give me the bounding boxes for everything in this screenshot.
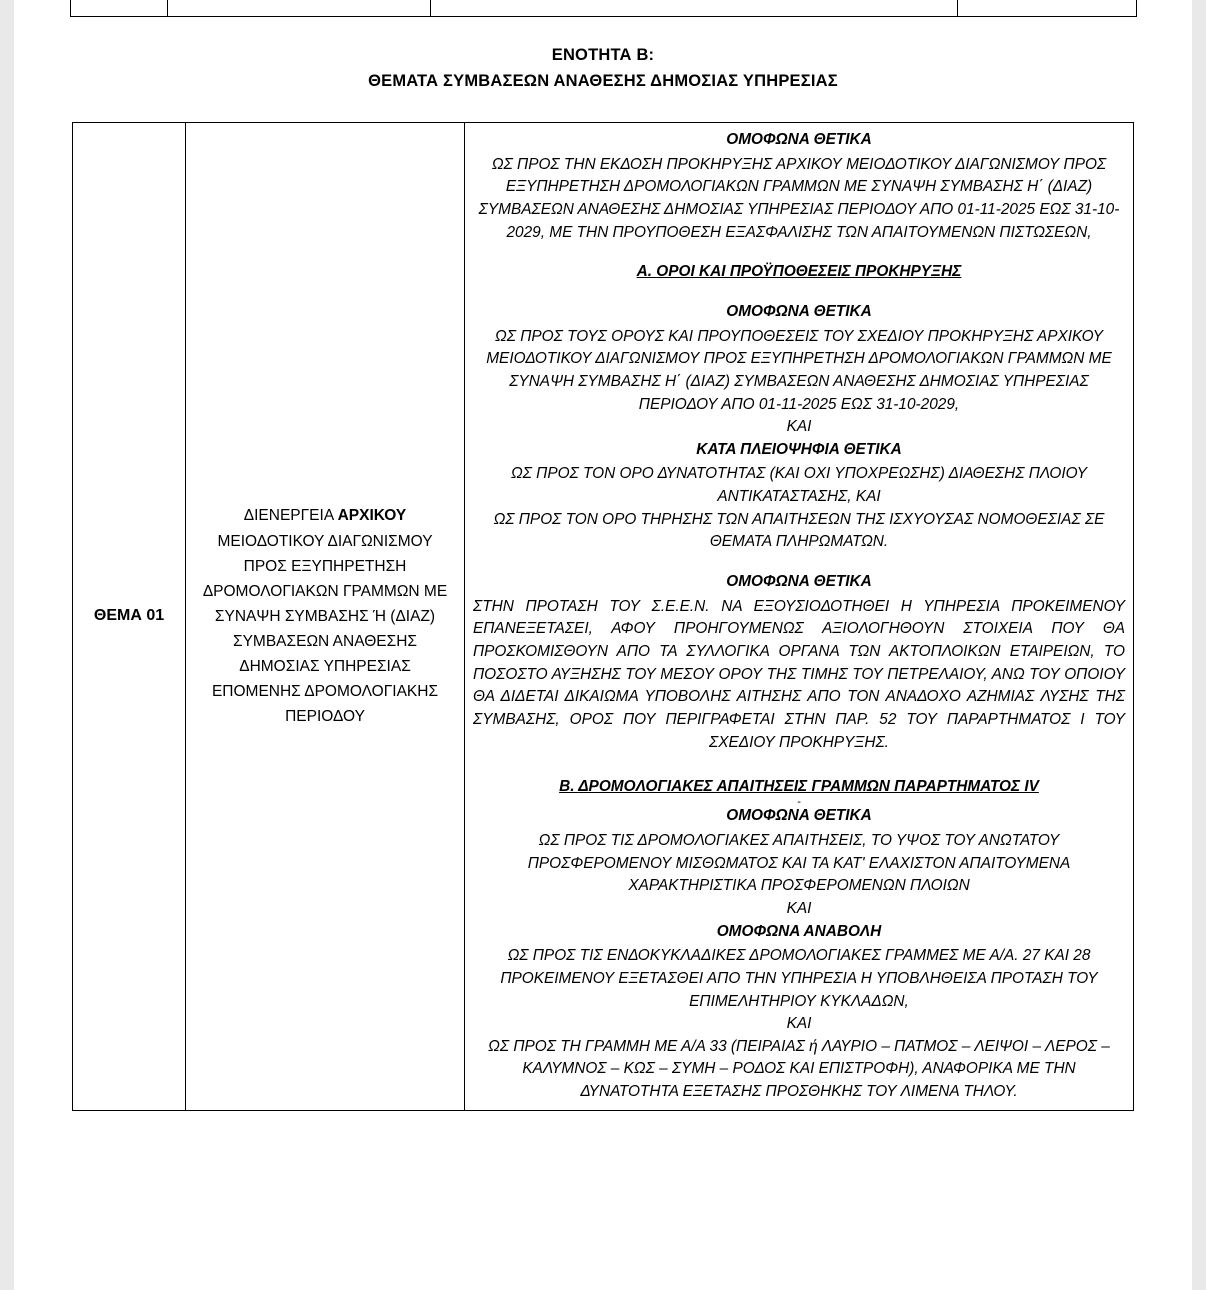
decision-conjunction-5: ΚΑΙ	[786, 899, 812, 917]
section-heading-line-1: ΕΝΟΤΗΤΑ Β:	[551, 46, 655, 64]
decision-body-2: ΩΣ ΠΡΟΣ ΤΟΥΣ ΟΡΟΥΣ ΚΑΙ ΠΡΟΥΠΟΘΕΣΕΙΣ ΤΟΥ ΣΧΕΔΙΟΥ ΠΡΟΚΗΡΥΞΗΣ ΑΡΧΙΚΟΥ ΜΕΙΟΔΟΤΙΚΟΥ ΔΙΑΓΩΝΙΣΜΟΥ ΠΡΟΣ ΕΞΥΠΗΡΕΤΗΣΗ ΔΡΟΜΟΛΟΓΙΑΚΩΝ ΓΡΑΜΜΩΝ ΜΕ ΣΥΝΑΨΗ ΣΥΜΒΑΣΗΣ Η΄ (ΔΙΑΖ) ΣΥΜΒΑΣΕΩΝ ΑΝΑΘΕΣΗΣ ΔΗΜΟΣΙΑΣ ΥΠΗΡΕΣΙΑΣ ΠΕΡΙΟΔΟΥ ΑΠΟ 01-11-2025 ΕΩΣ 31-10-2029,	[486, 327, 1112, 413]
decision-title-6: ΟΜΟΦΩΝΑ ΑΝΑΒΟΛΗ	[716, 922, 882, 940]
separator-dash: -	[797, 795, 801, 808]
decisions-table	[72, 122, 1134, 1111]
section-heading	[36, 43, 1170, 94]
decision-cell	[465, 123, 1134, 1111]
decision-body-4: ΣΤΗΝ ΠΡΟΤΑΣΗ ΤΟΥ Σ.Ε.Ε.Ν. ΝΑ ΕΞΟΥΣΙΟΔΟΤΗΘΕΙ Η ΥΠΗΡΕΣΙΑ ΠΡΟΚΕΙΜΕΝΟΥ ΕΠΑΝΕΞΕΤΑΣΕΙ, ΑΦΟΥ ΠΡΟΗΓΟΥΜΕΝΩΣ ΑΞΙΟΛΟΓΗΘΟΥΝ ΣΤΟΙΧΕΙΑ ΠΟΥ ΘΑ ΠΡΟΣΚΟΜΙΣΘΟΥΝ ΑΠΟ ΤΑ ΣΥΛΛΟΓΙΚΑ ΟΡΓΑΝΑ ΤΩΝ ΑΚΤΟΠΛΟΙΚΩΝ ΕΤΑΙΡΕΙΩΝ, ΤΟ ΠΟΣΟΣΤΟ ΑΥΞΗΣΗΣ ΤΟΥ ΜΕΣΟΥ ΟΡΟΥ ΤΗΣ ΤΙΜΗΣ ΤΟΥ ΠΕΤΡΕΛΑΙΟΥ, ΑΝΩ ΤΟΥ ΟΠΟΙΟΥ ΘΑ ΔΙΔΕΤΑΙ ΔΙΚΑΙΩΜΑ ΥΠΟΒΟΛΗΣ ΑΙΤΗΣΗΣ ΑΠΟ ΤΟΝ ΑΝΑΔΟΧΟ ΑΖΗΜΙΑΣ ΛΥΣΗΣ ΤΗΣ ΣΥΜΒΑΣΗΣ, ΟΡΟΣ ΠΟΥ ΠΕΡΙΓΡΑΦΕΤΑΙ ΣΤΗΝ ΠΑΡ. 52 ΤΟΥ ΠΑΡΑΡΤΗΜΑΤΟΣ Ι ΤΟΥ ΣΧΕΔΙΟΥ ΠΡΟΚΗΡΥΞΗΣ.	[473, 597, 1125, 751]
spacer	[473, 754, 1125, 776]
decision-title-5: ΟΜΟΦΩΝΑ ΘΕΤΙΚΑ	[726, 807, 872, 825]
subheading-b-text: ΔΡΟΜΟΛΟΓΙΑΚΕΣ ΑΠΑΙΤΗΣΕΙΣ ΓΡΑΜΜΩΝ ΠΑΡΑΡΤΗΜΑΤΟΣ ΙV	[578, 778, 1039, 796]
section-heading-line-2: ΘΕΜΑΤΑ ΣΥΜΒΑΣΕΩΝ ΑΝΑΘΕΣΗΣ ΔΗΜΟΣΙΑΣ ΥΠΗΡΕΣΙΑΣ	[368, 71, 838, 90]
remnant-cell-1	[70, 0, 167, 17]
subheading-a	[473, 261, 1125, 284]
spacer	[473, 554, 1125, 571]
subheading-b-letter: Β.	[559, 778, 579, 796]
subheading-a-letter: Α.	[636, 263, 657, 281]
table-row	[73, 123, 1134, 1111]
decision-conjunction-2: ΚΑΙ	[786, 418, 812, 436]
previous-table-remnant	[70, 0, 1137, 17]
subheading-a-text: ΟΡΟΙ ΚΑΙ ΠΡΟΫΠΟΘΕΣΕΙΣ ΠΡΟΚΗΡΥΞΗΣ	[656, 263, 962, 281]
decision-body-6b: ΩΣ ΠΡΟΣ ΤΗ ΓΡΑΜΜΗ ΜΕ Α/Α 33 (ΠΕΙΡΑΙΑΣ ή ΛΑΥΡΙΟ – ΠΑΤΜΟΣ – ΛΕΙΨΟΙ – ΛΕΡΟΣ – ΚΑΛΥΜΝΟΣ – ΚΩΣ – ΣΥΜΗ – ΡΟΔΟΣ ΚΑΙ ΕΠΙΣΤΡΟΦΗ), ΑΝΑΦΟΡΙΚΑ ΜΕ ΤΗΝ ΔΥΝΑΤΟΤΗΤΑ ΕΞΕΤΑΣΗΣ ΠΡΟΣΘΗΚΗΣ ΤΟΥ ΛΙΜΕΝΑ ΤΗΛΟΥ.	[488, 1037, 1110, 1101]
decision-content	[473, 129, 1125, 1104]
decision-body-3b: ΩΣ ΠΡΟΣ ΤΟΝ ΟΡΟ ΤΗΡΗΣΗΣ ΤΩΝ ΑΠΑΙΤΗΣΕΩΝ ΤΗΣ ΙΣΧΥΟΥΣΑΣ ΝΟΜΟΘΕΣΙΑΣ ΣΕ ΘΕΜΑΤΑ ΠΛΗΡΩΜΑΤΩΝ.	[493, 510, 1105, 551]
subject-text-part-2: ΜΕΙΟΔΟΤΙΚΟΥ ΔΙΑΓΩΝΙΣΜΟΥ ΠΡΟΣ ΕΞΥΠΗΡΕΤΗΣΗ ΔΡΟΜΟΛΟΓΙΑΚΩΝ ΓΡΑΜΜΩΝ ΜΕ ΣΥΝΑΨΗ ΣΥΜΒΑΣΗΣ Ή (ΔΙΑΖ) ΣΥΜΒΑΣΕΩΝ ΑΝΑΘΕΣΗΣ ΔΗΜΟΣΙΑΣ ΥΠΗΡΕΣΙΑΣ ΕΠΟΜΕΝΗΣ ΔΡΟΜΟΛΟΓΙΑΚΗΣ ΠΕΡΙΟΔΟΥ	[202, 532, 448, 726]
remnant-cell-3	[430, 0, 957, 17]
subject-cell	[186, 123, 465, 1111]
remnant-cell-4	[957, 0, 1136, 17]
spacer	[473, 284, 1125, 301]
page-left-margin	[0, 0, 14, 1290]
decision-body-1: ΩΣ ΠΡΟΣ ΤΗΝ ΕΚΔΟΣΗ ΠΡΟΚΗΡΥΞΗΣ ΑΡΧΙΚΟΥ ΜΕΙΟΔΟΤΙΚΟΥ ΔΙΑΓΩΝΙΣΜΟΥ ΠΡΟΣ ΕΞΥΠΗΡΕΤΗΣΗ ΔΡΟΜΟΛΟΓΙΑΚΩΝ ΓΡΑΜΜΩΝ ΜΕ ΣΥΝΑΨΗ ΣΥΜΒΑΣΗΣ Η΄ (ΔΙΑΖ) ΣΥΜΒΑΣΕΩΝ ΑΝΑΘΕΣΗΣ ΔΗΜΟΣΙΑΣ ΥΠΗΡΕΣΙΑΣ ΠΕΡΙΟΔΟΥ ΑΠΟ 01-11-2025 ΕΩΣ 31-10-2029, ΜΕ ΤΗΝ ΠΡΟΥΠΟΘΕΣΗ ΕΞΑΣΦΑΛΙΣΗΣ ΤΩΝ ΑΠΑΙΤΟΥΜΕΝΩΝ ΠΙΣΤΩΣΕΩΝ,	[478, 155, 1120, 241]
decision-title-2: ΟΜΟΦΩΝΑ ΘΕΤΙΚΑ	[726, 302, 872, 320]
decision-body-3a: ΩΣ ΠΡΟΣ ΤΟΝ ΟΡΟ ΔΥΝΑΤΟΤΗΤΑΣ (ΚΑΙ ΟΧΙ ΥΠΟΧΡΕΩΣΗΣ) ΔΙΑΘΕΣΗΣ ΠΛΟΙΟΥ ΑΝΤΙΚΑΤΑΣΤΑΣΗΣ, ΚΑΙ	[510, 465, 1088, 506]
decision-conjunction-6: ΚΑΙ	[786, 1015, 812, 1033]
table-row	[70, 0, 1136, 17]
spacer	[473, 244, 1125, 261]
decision-title-3: ΚΑΤΑ ΠΛΕΙΟΨΗΦΙΑ ΘΕΤΙΚΑ	[696, 440, 902, 458]
page-right-margin	[1192, 0, 1206, 1290]
decision-title-4: ΟΜΟΦΩΝΑ ΘΕΤΙΚΑ	[726, 573, 872, 591]
decision-body-5: ΩΣ ΠΡΟΣ ΤΙΣ ΔΡΟΜΟΛΟΓΙΑΚΕΣ ΑΠΑΙΤΗΣΕΙΣ, ΤΟ ΥΨΟΣ ΤΟΥ ΑΝΩΤΑΤΟΥ ΠΡΟΣΦΕΡΟΜΕΝΟΥ ΜΙΣΘΩΜΑΤΟΣ ΚΑΙ ΤΑ ΚΑΤ' ΕΛΑΧΙΣΤΟΝ ΑΠΑΙΤΟΥΜΕΝΑ ΧΑΡΑΚΤΗΡΙΣΤΙΚΑ ΠΡΟΣΦΕΡΟΜΕΝΩΝ ΠΛΟΙΩΝ	[527, 832, 1071, 895]
decision-body-6a: ΩΣ ΠΡΟΣ ΤΙΣ ΕΝΔΟΚΥΚΛΑΔΙΚΕΣ ΔΡΟΜΟΛΟΓΙΑΚΕΣ ΓΡΑΜΜΕΣ ΜΕ Α/Α. 27 ΚΑΙ 28 ΠΡΟΚΕΙΜΕΝΟΥ ΕΞΕΤΑΣΘΕΙ ΑΠΟ ΤΗΝ ΥΠΗΡΕΣΙΑ Η ΥΠΟΒΛΗΘΕΙΣΑ ΠΡΟΤΑΣΗ ΤΟΥ ΕΠΙΜΕΛΗΤΗΡΙΟΥ ΚΥΚΛΑΔΩΝ,	[500, 947, 1098, 1010]
theme-cell: ΘΕΜΑ 01	[73, 123, 186, 1111]
subject-text-bold: ΑΡΧΙΚΟΥ	[337, 507, 407, 525]
subject-text-part-1: ΔΙΕΝΕΡΓΕΙΑ	[243, 507, 338, 525]
remnant-cell-2	[167, 0, 430, 17]
decision-title-1: ΟΜΟΦΩΝΑ ΘΕΤΙΚΑ	[726, 131, 872, 149]
